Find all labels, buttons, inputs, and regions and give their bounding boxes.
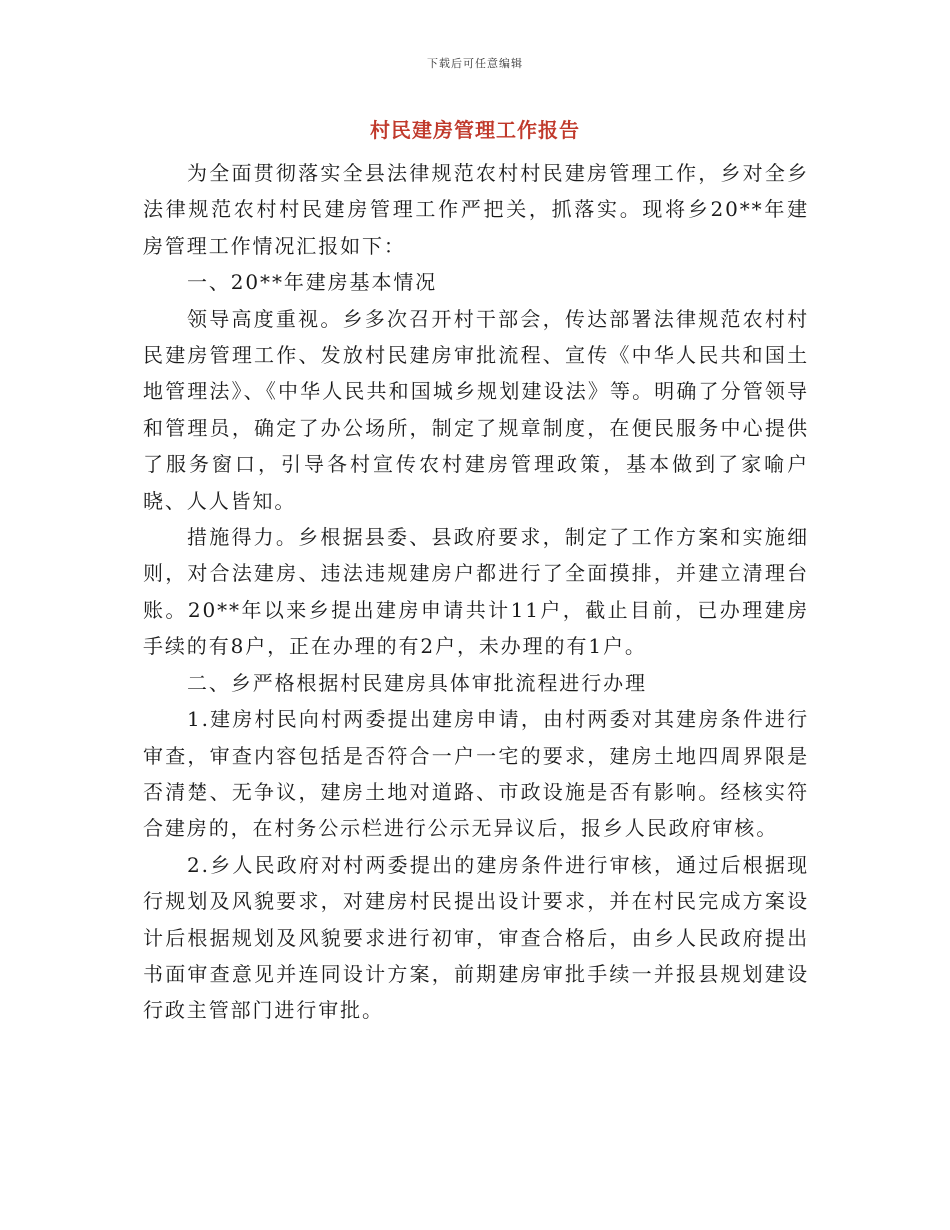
measures-paragraph: 措施得力。乡根据县委、县政府要求，制定了工作方案和实施细则，对合法建房、违法违规建房户都进行了全面摸排，并建立清理台账。20**年以来乡提出建房申请共计11户，截止目前，已办理建房手续的有8户，正在办理的有2户，未办理的有1户。 bbox=[143, 525, 809, 659]
leadership-paragraph: 领导高度重视。乡多次召开村干部会，传达部署法律规范农村村民建房管理工作、发放村民建房审批流程、宣传《中华人民共和国土地管理法》、《中华人民共和国城乡规划建设法》等。明确了分管领导和管理员，确定了办公场所，制定了规章制度，在便民服务中心提供了服务窗口，引导各村宣传农村建房管理政策，基本做到了家喻户晓、人人皆知。 bbox=[143, 306, 809, 513]
section-heading-1: 一、20**年建房基本情况 bbox=[187, 270, 438, 295]
procedure-step-2: 2.乡人民政府对村两委提出的建房条件进行审核，通过后根据现行规划及风貌要求，对建房村民提出设计要求，并在村民完成方案设计后根据规划及风貌要求进行初审，审查合格后，由乡人民政府提出书面审查意见并连同设计方案，前期建房审批手续一并报县规划建设行政主管部门进行审批。 bbox=[143, 852, 809, 1023]
intro-paragraph: 为全面贯彻落实全县法律规范农村村民建房管理工作，乡对全乡法律规范农村村民建房管理工作严把关，抓落实。现将乡20**年建房管理工作情况汇报如下： bbox=[143, 161, 809, 258]
procedure-step-1: 1.建房村民向村两委提出建房申请，由村两委对其建房条件进行审查，审查内容包括是否符合一户一宅的要求，建房土地四周界限是否清楚、无争议，建房土地对道路、市政设施是否有影响。经核实符合建房的，在村务公示栏进行公示无异议后，报乡人民政府审核。 bbox=[143, 707, 809, 841]
document-body bbox=[143, 155, 809, 1029]
document-title: 村民建房管理工作报告 bbox=[370, 118, 580, 142]
section-heading-2: 二、乡严格根据村民建房具体审批流程进行办理 bbox=[187, 670, 647, 695]
header-note: 下载后可任意编辑 bbox=[427, 57, 523, 70]
